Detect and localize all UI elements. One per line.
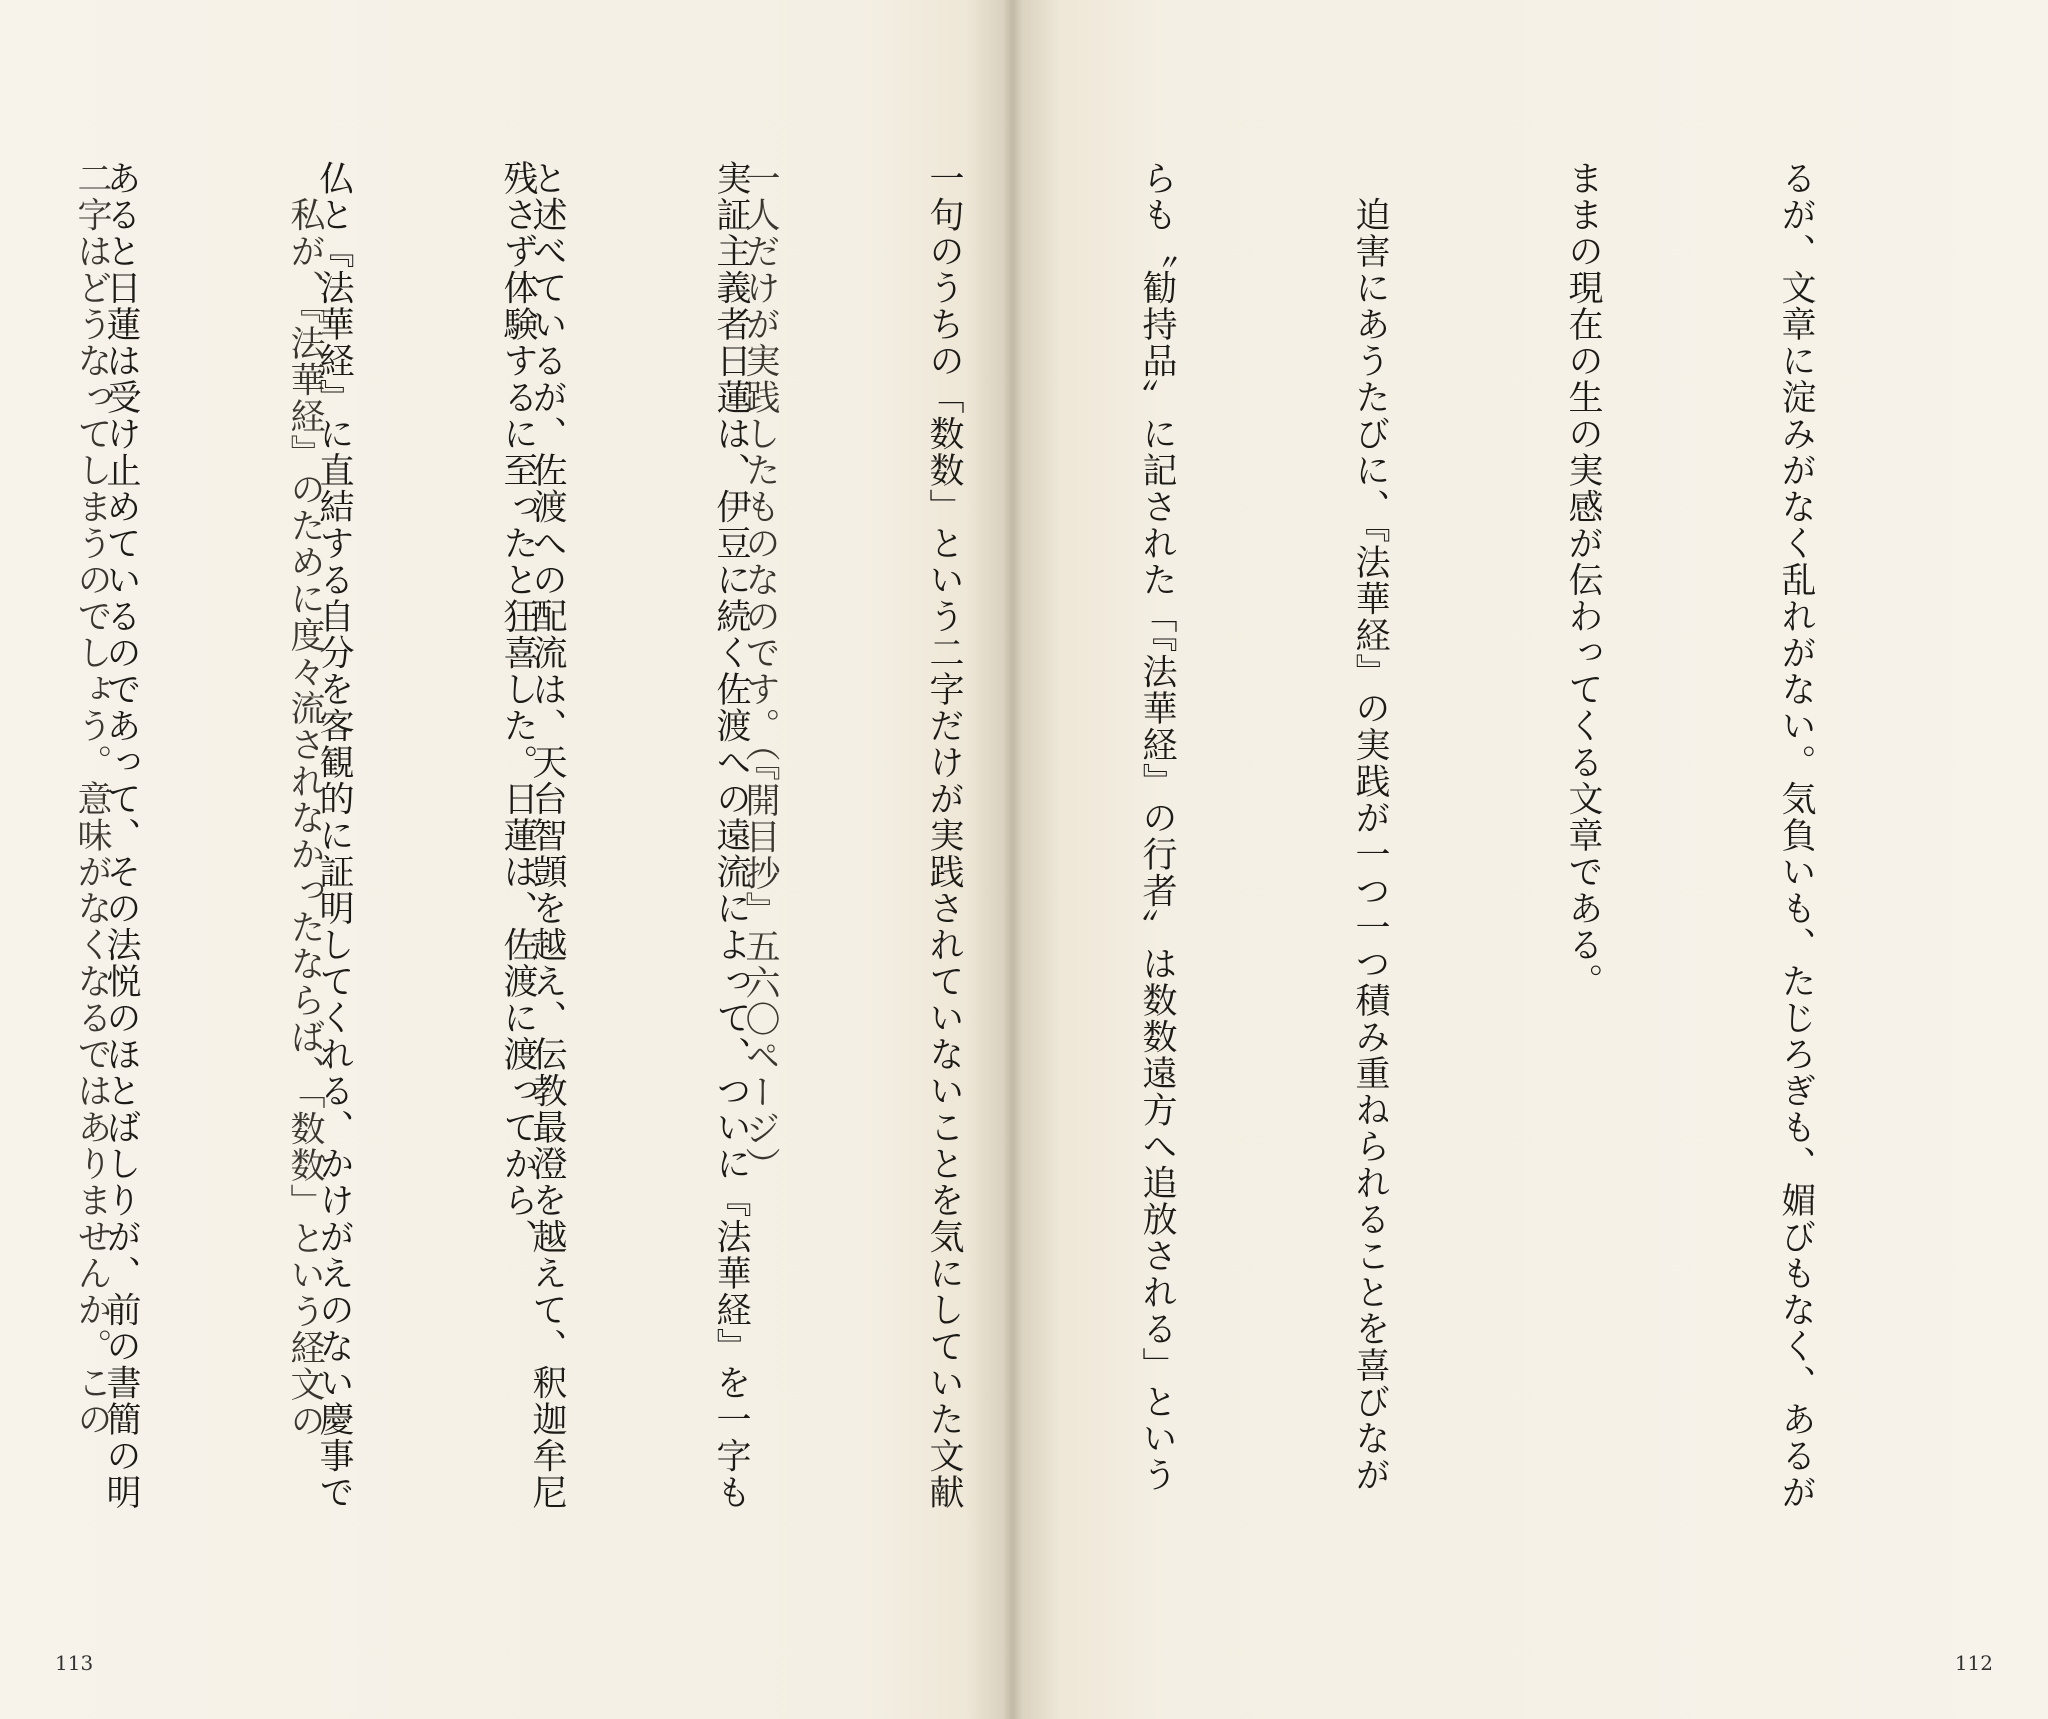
- book-gutter: [965, 0, 1060, 1719]
- page-number: 113: [55, 1651, 94, 1675]
- body-line: るが、文章に淀みがなく乱れがない。気負いも、たじろぎも、媚びもなく、あるが: [1776, 160, 1816, 1511]
- body-line: 残さず体験するに至ったと狂喜した。日蓮は、佐渡に渡ってから、: [498, 160, 538, 1255]
- body-line: 仏と『法華経』に直結する自分を客観的に証明してくれる、かけがえのない慶事で: [314, 160, 354, 1511]
- body-line: 一句のうちの「数数」という二字だけが実践されていないことを気にしていた文献: [924, 160, 964, 1511]
- body-line: ままの現在の生の実感が伝わってくる文章である。: [1563, 160, 1603, 1000]
- body-line: と述べているが、佐渡への配流は、天台智顗を越え、伝教最澄を越えて、釈迦牟尼: [527, 160, 567, 1511]
- body-line: 迫害にあうたびに、『法華経』の実践が一つ一つ積み重ねられることを喜びなが: [1350, 160, 1390, 1493]
- body-line: あると日蓮は受け止めているのであって、その法悦のほとばしりが、前の書簡の明: [101, 160, 141, 1511]
- quote-line: 一人だけが実践したものなのです。（『開目抄』五六〇ページ）: [740, 160, 780, 1184]
- body-line: 実証主義者日蓮は、伊豆に続く佐渡への遠流によって、ついに『法華経』を一字も: [711, 160, 751, 1511]
- quote-line: 二字はどうなってしまうのでしょう。意味がなくなるではありませんか。この: [72, 160, 112, 1438]
- quote-line: 私が、『法華経』のために度々流されなかったならば、「数数」という経文の: [285, 160, 325, 1439]
- body-line: らも〝勧持品〟に記された「『法華経』の行者〟は数数遠方へ追放される」という: [1137, 160, 1177, 1493]
- page-number: 112: [1954, 1651, 1993, 1675]
